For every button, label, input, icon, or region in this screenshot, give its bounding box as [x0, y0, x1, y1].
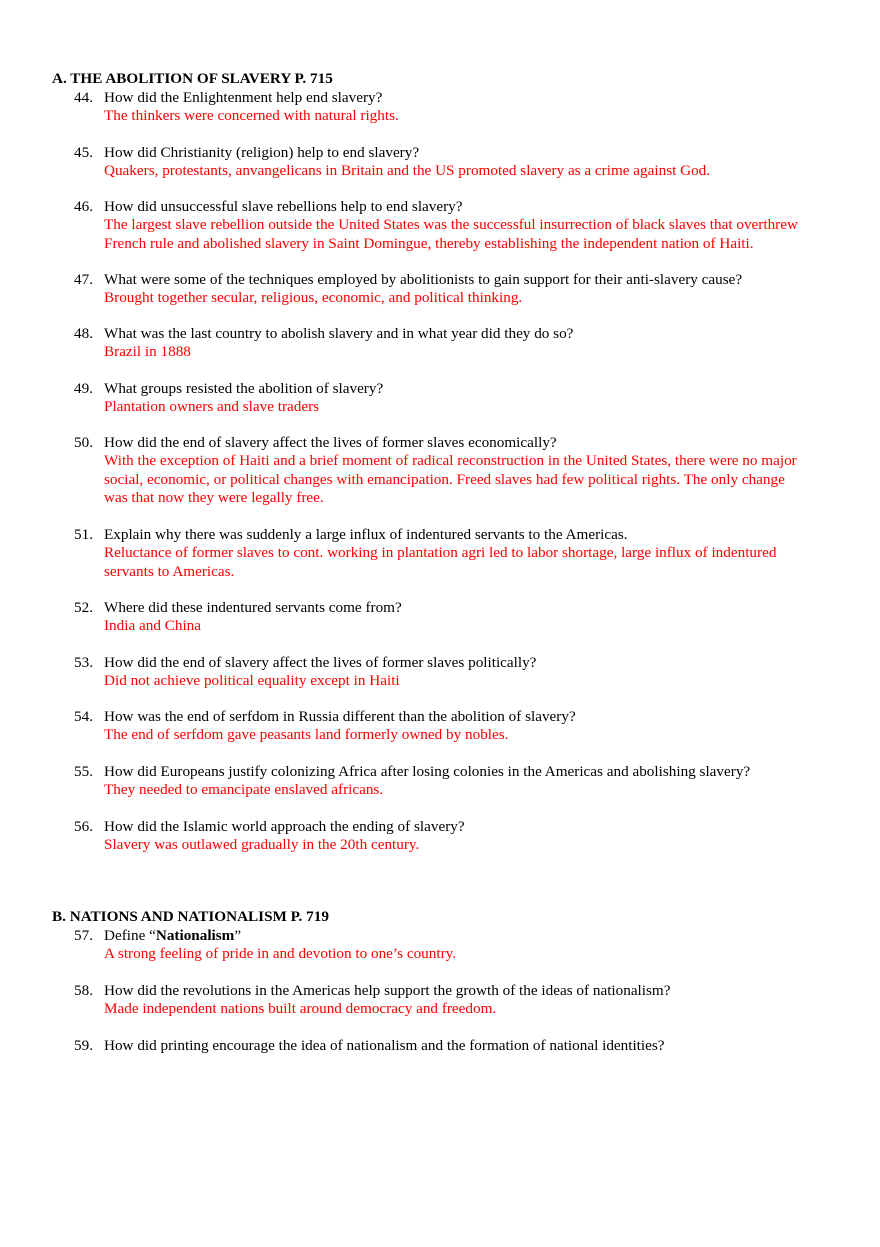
answer-line: French rule and abolished slavery in Saint Domingue, thereby establishing the independent nation of Haiti.	[104, 234, 754, 252]
question-text	[104, 927, 241, 945]
answer	[104, 343, 839, 361]
question-text: How did the revolutions in the Americas help support the growth of the ideas of nationalism?	[104, 982, 671, 999]
question-text: How did Europeans justify colonizing Africa after losing colonies in the Americas and abolishing slavery?	[104, 763, 751, 780]
question-number: 48.	[74, 325, 93, 342]
question-text: Explain why there was suddenly a large influx of indentured servants to the Americas.	[104, 526, 628, 543]
answer-line: Reluctance of former slaves to cont. working in plantation agri led to labor shortage, large influx of indentured	[104, 544, 777, 562]
answer-line: The thinkers were concerned with natural rights.	[104, 107, 399, 125]
question-number: 54.	[74, 708, 93, 725]
question-text: How did the end of slavery affect the lives of former slaves politically?	[104, 654, 537, 671]
answer	[104, 945, 839, 963]
answer	[104, 672, 839, 690]
question-number: 44.	[74, 89, 93, 106]
answer-line: Quakers, protestants, anvangelicans in Britain and the US promoted slavery as a crime against God.	[104, 162, 711, 180]
question-text: How did unsuccessful slave rebellions help to end slavery?	[104, 198, 463, 215]
answer-line: social, economic, or political changes with emancipation. Freed slaves had few political rights. The only change	[104, 470, 785, 488]
answer	[104, 452, 839, 507]
question-text: How did Christianity (religion) help to end slavery?	[104, 144, 420, 161]
question-prefix: Define “	[104, 927, 156, 944]
section-a-heading: A. THE ABOLITION OF SLAVERY P. 715	[52, 70, 333, 87]
question-number: 51.	[74, 526, 93, 543]
question-number: 46.	[74, 198, 93, 215]
answer	[104, 216, 839, 253]
question-number: 53.	[74, 654, 93, 671]
answer-line: Did not achieve political equality except in Haiti	[104, 672, 400, 690]
question-number: 55.	[74, 763, 93, 780]
answer-line: Plantation owners and slave traders	[104, 398, 320, 416]
answer	[104, 107, 839, 125]
answer	[104, 781, 839, 799]
answer-line: was that now they were legally free.	[104, 488, 324, 506]
question-text: How did the Enlightenment help end slavery?	[104, 89, 383, 106]
answer	[104, 617, 839, 635]
question-text: What were some of the techniques employed by abolitionists to gain support for their anti-slavery cause?	[104, 271, 743, 288]
question-number: 45.	[74, 144, 93, 161]
question-number: 56.	[74, 818, 93, 835]
answer-line: Slavery was outlawed gradually in the 20th century.	[104, 836, 420, 854]
question-number: 47.	[74, 271, 93, 288]
answer-line: Brought together secular, religious, economic, and political thinking.	[104, 289, 523, 307]
answer-line: They needed to emancipate enslaved africans.	[104, 781, 384, 799]
question-text: Where did these indentured servants come from?	[104, 599, 402, 616]
question-number: 57.	[74, 927, 93, 944]
answer-line: The end of serfdom gave peasants land formerly owned by nobles.	[104, 726, 509, 744]
answer	[104, 398, 839, 416]
section-b-heading: B. NATIONS AND NATIONALISM P. 719	[52, 908, 329, 925]
answer-line: A strong feeling of pride in and devotion to one’s country.	[104, 945, 457, 963]
answer	[104, 1000, 839, 1018]
answer	[104, 836, 839, 854]
answer-line: India and China	[104, 617, 202, 635]
question-text: What groups resisted the abolition of slavery?	[104, 380, 384, 397]
question-suffix: ”	[234, 927, 242, 944]
answer-line: With the exception of Haiti and a brief moment of radical reconstruction in the United States, there were no major	[104, 452, 797, 470]
answer-line: servants to Americas.	[104, 562, 235, 580]
question-text: How did the Islamic world approach the ending of slavery?	[104, 818, 465, 835]
answer	[104, 544, 839, 581]
question-text: How did printing encourage the idea of nationalism and the formation of national identities?	[104, 1037, 665, 1054]
question-number: 59.	[74, 1037, 93, 1054]
question-term: Nationalism	[155, 927, 235, 944]
answer	[104, 726, 839, 744]
answer-line: Made independent nations built around democracy and freedom.	[104, 1000, 497, 1018]
answer-line: Brazil in 1888	[104, 343, 191, 361]
question-number: 49.	[74, 380, 93, 397]
answer	[104, 289, 839, 307]
question-number: 58.	[74, 982, 93, 999]
question-number: 50.	[74, 434, 93, 451]
question-text: What was the last country to abolish slavery and in what year did they do so?	[104, 325, 574, 342]
question-text: How did the end of slavery affect the lives of former slaves economically?	[104, 434, 557, 451]
answer-line: The largest slave rebellion outside the United States was the successful insurrection of black slaves that overthrew	[104, 216, 798, 234]
question-number: 52.	[74, 599, 93, 616]
answer	[104, 162, 839, 180]
question-text: How was the end of serfdom in Russia different than the abolition of slavery?	[104, 708, 576, 725]
